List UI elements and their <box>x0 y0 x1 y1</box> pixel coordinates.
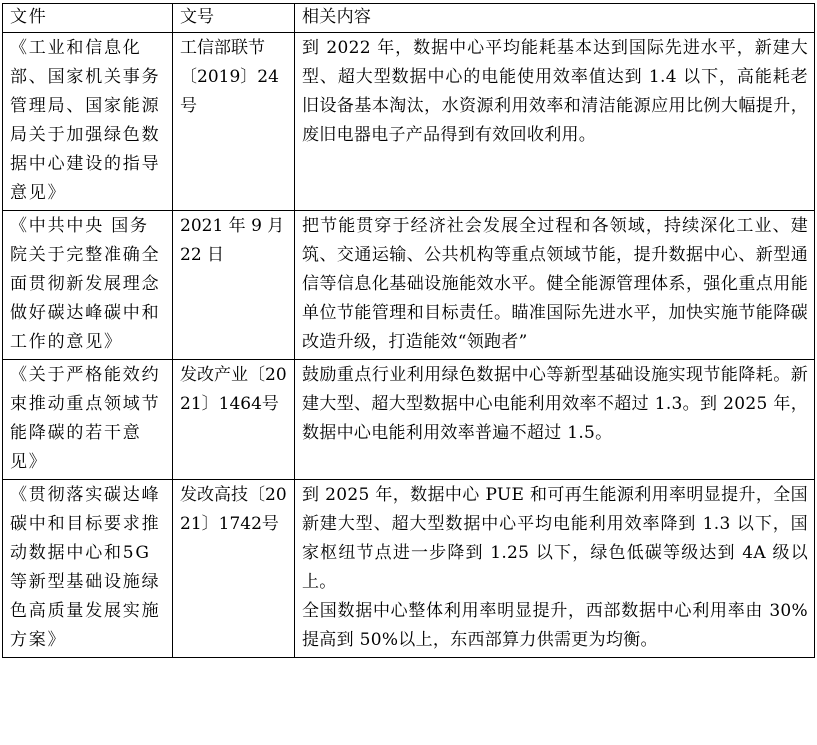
cell-number: 发改产业〔2021〕1464号 <box>173 360 295 480</box>
table-row <box>3 211 815 360</box>
table-row <box>3 480 815 658</box>
cell-document: 《贯彻落实碳达峰碳中和目标要求推动数据中心和5G 等新型基础设施绿色高质量发展实施方案》 <box>3 480 173 658</box>
cell-number: 发改高技〔2021〕1742号 <box>173 480 295 658</box>
cell-content <box>295 33 815 211</box>
policy-table <box>2 3 815 658</box>
cell-document: 《关于严格能效约束推动重点领域节能降碳的若干意见》 <box>3 360 173 480</box>
content-paragraph: 到 2022 年，数据中心平均能耗基本达到国际先进水平，新建大型、超大型数据中心的电能使用效率值达到 1.4 以下，高能耗老旧设备基本淘汰，水资源利用效率和清洁能源应用比例大幅提升，废旧电器电子产品得到有效回收利用。 <box>302 38 808 145</box>
cell-document: 《中共中央 国务院关于完整准确全面贯彻新发展理念做好碳达峰碳中和工作的意见》 <box>3 211 173 360</box>
cell-document: 《工业和信息化部、国家机关事务管理局、国家能源局关于加强绿色数据中心建设的指导意见》 <box>3 33 173 211</box>
header-document: 文件 <box>3 4 173 33</box>
table-row <box>3 33 815 211</box>
cell-content <box>295 480 815 658</box>
cell-content <box>295 211 815 360</box>
table-header-row <box>3 4 815 33</box>
content-paragraph: 全国数据中心整体利用率明显提升，西部数据中心利用率由 30%提高到 50%以上，东西部算力供需更为均衡。 <box>302 601 808 650</box>
content-paragraph: 到 2025 年，数据中心 PUE 和可再生能源利用率明显提升，全国新建大型、超大型数据中心平均电能利用效率降到 1.3 以下，国家枢纽节点进一步降到 1.25 以下，绿色低碳等级达到 4A 级以上。 <box>302 485 808 592</box>
cell-content <box>295 360 815 480</box>
header-number: 文号 <box>173 4 295 33</box>
cell-number: 工信部联节〔2019〕24号 <box>173 33 295 211</box>
table-row <box>3 360 815 480</box>
content-paragraph: 把节能贯穿于经济社会发展全过程和各领域，持续深化工业、建筑、交通运输、公共机构等重点领域节能，提升数据中心、新型通信等信息化基础设施能效水平。健全能源管理体系，强化重点用能单位节能管理和目标责任。瞄准国际先进水平，加快实施节能降碳改造升级，打造能效“领跑者” <box>302 216 808 352</box>
header-content: 相关内容 <box>295 4 815 33</box>
content-paragraph: 鼓励重点行业利用绿色数据中心等新型基础设施实现节能降耗。新建大型、超大型数据中心电能利用效率不超过 1.3。到 2025 年，数据中心电能利用效率普遍不超过 1.5。 <box>302 365 808 443</box>
cell-number: 2021 年 9 月 22 日 <box>173 211 295 360</box>
